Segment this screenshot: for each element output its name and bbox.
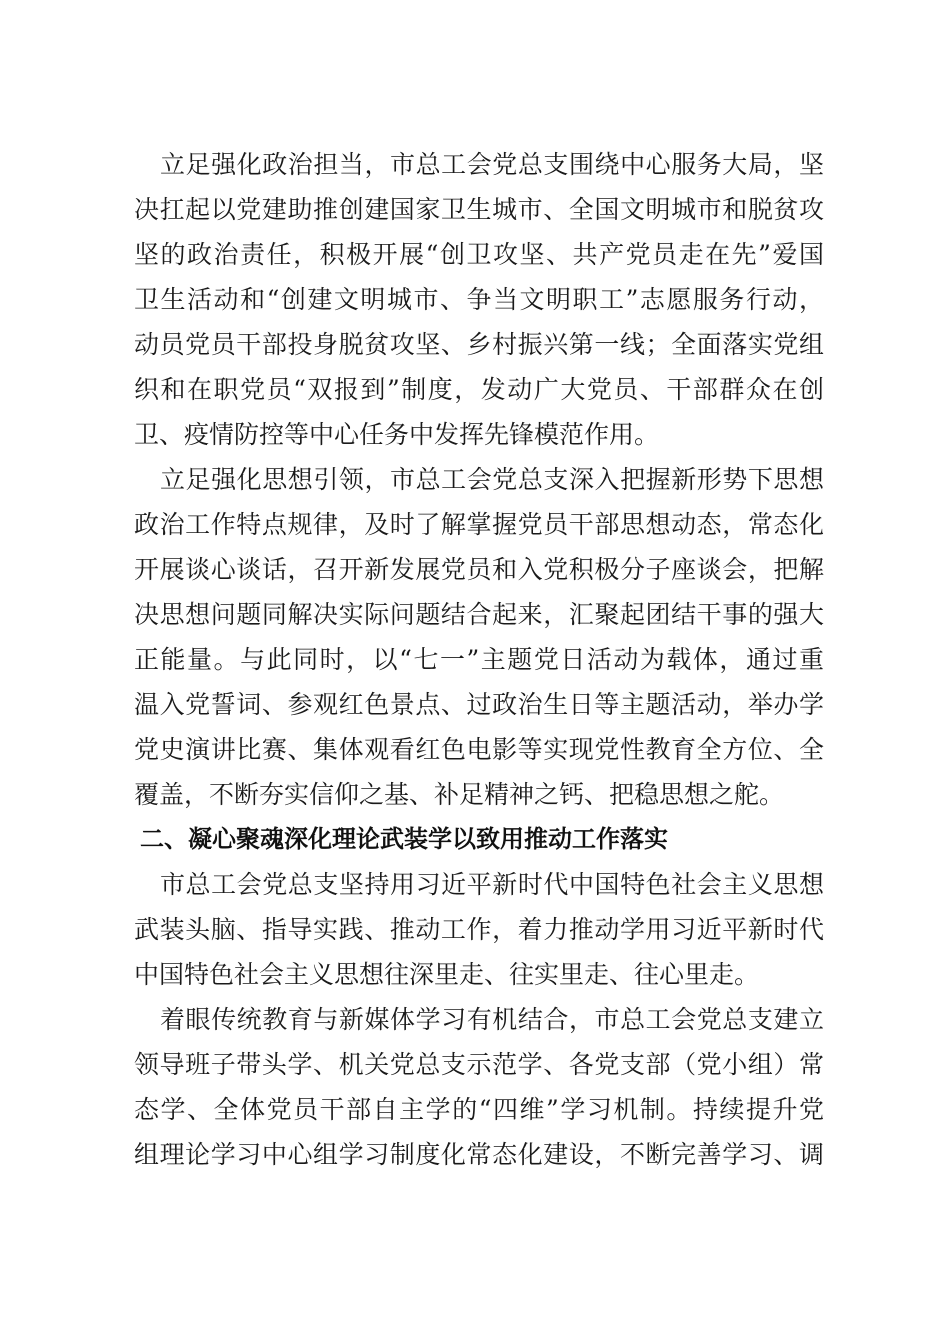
text-line: 市总工会党总支坚持用习近平新时代中国特色社会主义思想 <box>160 870 824 899</box>
paragraph-political-responsibility <box>134 142 824 457</box>
text-line: 覆盖，不断夯实信仰之基、补足精神之钙、把稳思想之舵。 <box>134 780 785 809</box>
text-line: 决思想问题同解决实际问题结合起来，汇聚起团结干事的强大 <box>134 600 824 629</box>
text-line: 中国特色社会主义思想往深里走、往实里走、往心里走。 <box>134 960 760 989</box>
text-line: 正能量。与此同时，以“七一”主题党日活动为载体，通过重 <box>134 645 824 674</box>
text-line: 温入党誓词、参观红色景点、过政治生日等主题活动，举办学 <box>134 690 824 719</box>
paragraph-learning-mechanism <box>134 997 824 1177</box>
text-line: 领导班子带头学、机关党总支示范学、各党支部（党小组）常 <box>134 1050 824 1079</box>
text-line: 动员党员干部投身脱贫攻坚、乡村振兴第一线；全面落实党组 <box>134 330 824 359</box>
paragraph-theory-study <box>134 862 824 997</box>
text-line: 党史演讲比赛、集体观看红色电影等实现党性教育全方位、全 <box>134 735 824 764</box>
text-line: 立足强化政治担当，市总工会党总支围绕中心服务大局，坚 <box>160 150 824 179</box>
text-line: 政治工作特点规律，及时了解掌握党员干部思想动态，常态化 <box>134 510 824 539</box>
text-line: 坚的政治责任，积极开展“创卫攻坚、共产党员走在先”爱国 <box>134 240 824 269</box>
text-line: 卫生活动和“创建文明城市、争当文明职工”志愿服务行动， <box>134 285 824 314</box>
text-line: 决扛起以党建助推创建国家卫生城市、全国文明城市和脱贫攻 <box>134 195 824 224</box>
section-heading: 二、凝心聚魂深化理论武装学以致用推动工作落实 <box>140 825 668 853</box>
paragraph-ideological-guidance <box>134 457 824 817</box>
text-line: 态学、全体党员干部自主学的“四维”学习机制。持续提升党 <box>134 1095 824 1124</box>
text-line: 组理论学习中心组学习制度化常态化建设，不断完善学习、调 <box>134 1140 824 1169</box>
text-line: 着眼传统教育与新媒体学习有机结合，市总工会党总支建立 <box>160 1005 824 1034</box>
text-line: 武装头脑、指导实践、推动工作，着力推动学用习近平新时代 <box>134 915 824 944</box>
text-line: 开展谈心谈话，召开新发展党员和入党积极分子座谈会，把解 <box>134 555 824 584</box>
text-line: 立足强化思想引领，市总工会党总支深入把握新形势下思想 <box>160 465 824 494</box>
text-line: 织和在职党员“双报到”制度，发动广大党员、干部群众在创 <box>134 375 824 404</box>
text-line: 卫、疫情防控等中心任务中发挥先锋模范作用。 <box>134 420 660 449</box>
document-body <box>134 142 824 1177</box>
